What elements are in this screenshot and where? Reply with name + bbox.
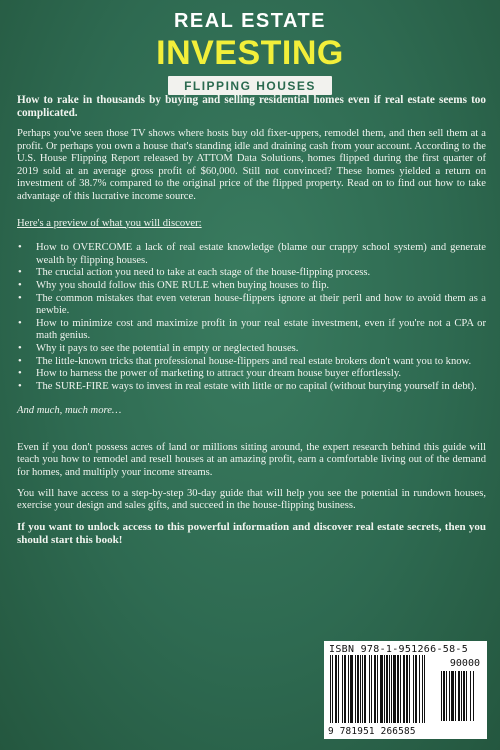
bullet-icon: •: [18, 368, 22, 380]
list-item: [17, 267, 486, 280]
title-line-1: REAL ESTATE: [173, 10, 327, 32]
list-item-text: How to OVERCOME a lack of real estate knowledge (blame our crappy school system) and generate wealth by flipping houses.: [36, 242, 486, 266]
list-item: [17, 368, 486, 381]
preview-heading: Here's a preview of what you will discover:: [17, 217, 202, 229]
intro-paragraph: Perhaps you've seen those TV shows where hosts buy old fixer-uppers, remodel them, and then sell them at a profit. Or perhaps you own a house that's standing idle and draining cash from your account. According to the U.S. House Flipping Report released by ATTOM Data Solutions, homes flipped during the first quarter of 2019 sold at an average gross profit of $60,000. Still not convinced? These homes yielded a return on investment of 38.7% compared to the original price of the flipped property. Read on to find out how to take advantage of this lucrative income source.: [17, 128, 486, 202]
closing-call-to-action: If you want to unlock access to this powerful information and discover real estate secrets, then you should start this book!: [17, 520, 486, 546]
list-item: [17, 381, 486, 394]
back-cover-text: [17, 94, 486, 555]
list-item: [17, 356, 486, 369]
bullet-icon: •: [18, 342, 22, 354]
list-item-text: How to minimize cost and maximize profit in your real estate investment, even if you're not a CPA or math genius.: [36, 317, 486, 342]
bullet-icon: •: [18, 355, 22, 367]
list-item: [17, 280, 486, 293]
intro-headline: How to rake in thousands by buying and selling residential homes even if real estate seems too complicated.: [17, 94, 486, 119]
isbn-barcode: [324, 641, 487, 739]
list-item: [17, 242, 486, 267]
list-item-text: How to harness the power of marketing to attract your dream house buyer effortlessly.: [36, 368, 402, 380]
barcode-addon-bars: [441, 671, 481, 721]
bullet-icon: •: [18, 242, 22, 254]
body-paragraph-2: Even if you don't possess acres of land or millions sitting around, the expert research behind this guide will teach you how to remodel and resell houses at an amazing profit, earn a comfortable living out of the demand for homes, and multiply your income streams.: [17, 441, 486, 479]
isbn-text: ISBN 978-1-951266-58-5: [329, 644, 469, 655]
bullet-icon: •: [18, 267, 22, 279]
list-item: [17, 293, 486, 318]
list-item: [17, 318, 486, 343]
feature-list: [17, 242, 486, 393]
list-item-text: The SURE-FIRE ways to invest in real estate with little or no capital (without burying yourself in debt).: [36, 380, 477, 392]
and-more-text: And much, much more…: [17, 405, 122, 417]
list-item-text: The little-known tricks that professional house-flippers and real estate brokers don't want you to know.: [36, 355, 472, 367]
list-item-text: The crucial action you need to take at each stage of the house-flipping process.: [36, 267, 371, 279]
bullet-icon: •: [18, 292, 22, 304]
bullet-icon: •: [18, 317, 22, 329]
list-item-text: Why you should follow this ONE RULE when buying houses to flip.: [36, 279, 330, 291]
list-item: [17, 343, 486, 356]
body-paragraph-3: You will have access to a step-by-step 30-day guide that will help you see the potential in rundown houses, exercise your design and sales gifts, and succeed in the house-flipping business.: [17, 487, 486, 512]
list-item-text: The common mistakes that even veteran house-flippers ignore at their peril and how to avoid them as a newbie.: [36, 292, 486, 317]
cover-header: [0, 0, 500, 95]
title-line-2: INVESTING: [156, 34, 344, 72]
bullet-icon: •: [18, 279, 22, 291]
subtitle-band: FLIPPING HOUSES: [168, 76, 332, 95]
bullet-icon: •: [18, 380, 22, 392]
price-code: 90000: [449, 658, 480, 669]
ean-digits: 9 781951 266585: [328, 726, 416, 737]
barcode-main-bars: [330, 655, 434, 723]
list-item-text: Why it pays to see the potential in empty or neglected houses.: [36, 342, 299, 354]
